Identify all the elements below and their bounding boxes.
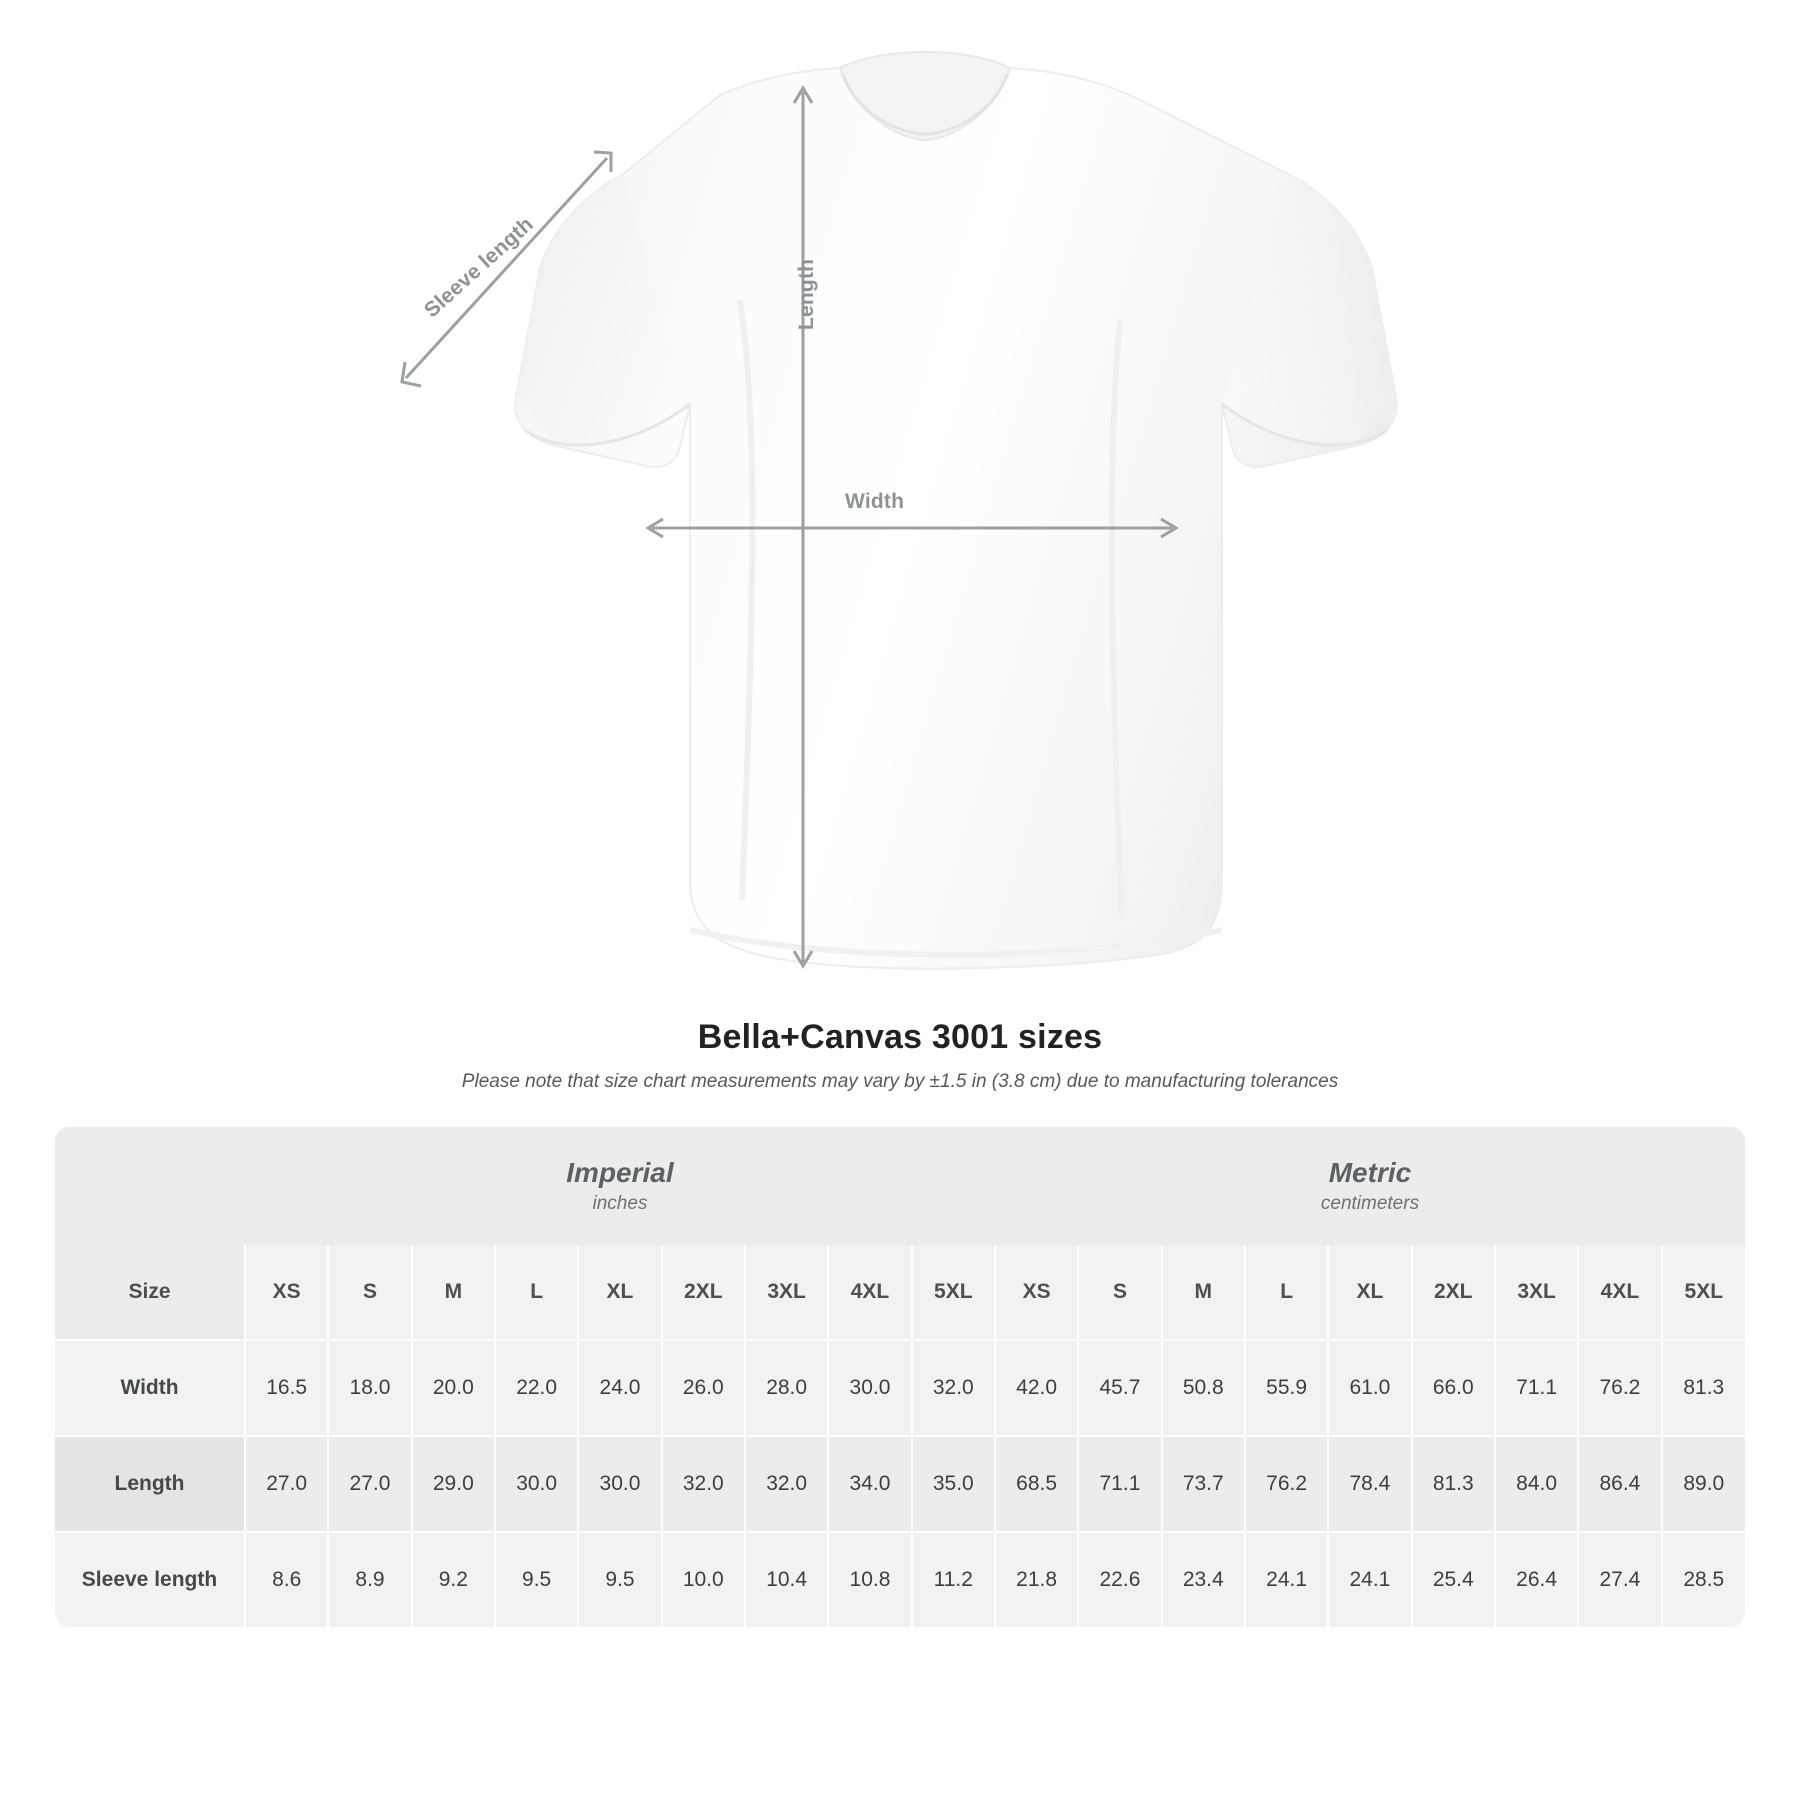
cell: 32.0 — [662, 1436, 745, 1532]
cell: 32.0 — [912, 1340, 995, 1436]
cell: 9.2 — [412, 1532, 495, 1627]
size-header-cell: S — [328, 1245, 411, 1340]
cell: 8.9 — [328, 1532, 411, 1627]
cell: 10.4 — [745, 1532, 828, 1627]
cell: 76.2 — [1245, 1436, 1328, 1532]
cell: 76.2 — [1578, 1340, 1661, 1436]
cell: 24.1 — [1328, 1532, 1411, 1627]
size-header-cell: S — [1078, 1245, 1161, 1340]
cell: 22.0 — [495, 1340, 578, 1436]
size-header-cell: 3XL — [1495, 1245, 1578, 1340]
cell: 66.0 — [1412, 1340, 1495, 1436]
size-table — [55, 1127, 1745, 1627]
size-header-cell: L — [1245, 1245, 1328, 1340]
size-header-row — [55, 1245, 1745, 1340]
cell: 27.0 — [245, 1436, 328, 1532]
cell: 45.7 — [1078, 1340, 1161, 1436]
cell: 34.0 — [828, 1436, 911, 1532]
table-row — [55, 1340, 1745, 1436]
cell: 10.0 — [662, 1532, 745, 1627]
table-row — [55, 1436, 1745, 1532]
cell: 81.3 — [1412, 1436, 1495, 1532]
cell: 26.4 — [1495, 1532, 1578, 1627]
cell: 71.1 — [1495, 1340, 1578, 1436]
width-dimension-label: Width — [845, 490, 905, 513]
sleeve-length-dimension-label: Sleeve length — [420, 212, 538, 323]
title-block — [0, 1018, 1800, 1093]
unit-group-metric-sub: centimeters — [1320, 1193, 1420, 1215]
cell: 28.5 — [1662, 1532, 1745, 1627]
size-header-cell: 2XL — [662, 1245, 745, 1340]
cell: 68.5 — [995, 1436, 1078, 1532]
cell: 8.6 — [245, 1532, 328, 1627]
cell: 61.0 — [1328, 1340, 1411, 1436]
size-header-cell: 4XL — [1578, 1245, 1661, 1340]
size-header-label: Size — [55, 1245, 245, 1340]
table-row — [55, 1532, 1745, 1627]
unit-group-metric — [995, 1127, 1745, 1245]
size-header-cell: XL — [1328, 1245, 1411, 1340]
cell: 89.0 — [1662, 1436, 1745, 1532]
cell: 24.0 — [578, 1340, 661, 1436]
size-header-cell: XS — [995, 1245, 1078, 1340]
unit-header-spacer — [55, 1127, 245, 1245]
cell: 11.2 — [912, 1532, 995, 1627]
cell: 22.6 — [1078, 1532, 1161, 1627]
cell: 18.0 — [328, 1340, 411, 1436]
cell: 16.5 — [245, 1340, 328, 1436]
unit-group-imperial-sub: inches — [592, 1193, 648, 1215]
size-header-cell: L — [495, 1245, 578, 1340]
cell: 32.0 — [745, 1436, 828, 1532]
cell: 42.0 — [995, 1340, 1078, 1436]
unit-group-imperial-name: Imperial — [566, 1156, 674, 1188]
cell: 10.8 — [828, 1532, 911, 1627]
tolerance-note: Please note that size chart measurements may vary by ±1.5 in (3.8 cm) due to manufacturing tolerances — [461, 1071, 1339, 1092]
size-header-cell: M — [1162, 1245, 1245, 1340]
row-label-width: Width — [55, 1340, 245, 1436]
cell: 29.0 — [412, 1436, 495, 1532]
row-label-length: Length — [55, 1436, 245, 1532]
cell: 73.7 — [1162, 1436, 1245, 1532]
cell: 9.5 — [578, 1532, 661, 1627]
size-header-cell: 5XL — [1662, 1245, 1745, 1340]
cell: 21.8 — [995, 1532, 1078, 1627]
cell: 86.4 — [1578, 1436, 1661, 1532]
cell: 55.9 — [1245, 1340, 1328, 1436]
cell: 25.4 — [1412, 1532, 1495, 1627]
row-label-sleeve-length: Sleeve length — [55, 1532, 245, 1627]
cell: 28.0 — [745, 1340, 828, 1436]
size-table-wrapper — [55, 1127, 1745, 1627]
cell: 24.1 — [1245, 1532, 1328, 1627]
size-header-cell: 4XL — [828, 1245, 911, 1340]
cell: 26.0 — [662, 1340, 745, 1436]
unit-header-row — [55, 1127, 1745, 1245]
page-title: Bella+Canvas 3001 sizes — [697, 1018, 1103, 1056]
cell: 84.0 — [1495, 1436, 1578, 1532]
size-header-cell: 3XL — [745, 1245, 828, 1340]
cell: 78.4 — [1328, 1436, 1411, 1532]
unit-group-imperial — [245, 1127, 995, 1245]
unit-group-metric-name: Metric — [1328, 1156, 1412, 1188]
cell: 9.5 — [495, 1532, 578, 1627]
cell: 81.3 — [1662, 1340, 1745, 1436]
size-header-cell: XS — [245, 1245, 328, 1340]
cell: 71.1 — [1078, 1436, 1161, 1532]
cell: 35.0 — [912, 1436, 995, 1532]
cell: 30.0 — [495, 1436, 578, 1532]
cell: 20.0 — [412, 1340, 495, 1436]
size-header-cell: 2XL — [1412, 1245, 1495, 1340]
size-header-cell: 5XL — [912, 1245, 995, 1340]
cell: 23.4 — [1162, 1532, 1245, 1627]
size-header-cell: M — [412, 1245, 495, 1340]
cell: 50.8 — [1162, 1340, 1245, 1436]
length-dimension-label: Length — [795, 258, 818, 330]
cell: 27.4 — [1578, 1532, 1661, 1627]
cell: 30.0 — [828, 1340, 911, 1436]
cell: 30.0 — [578, 1436, 661, 1532]
size-header-cell: XL — [578, 1245, 661, 1340]
cell: 27.0 — [328, 1436, 411, 1532]
